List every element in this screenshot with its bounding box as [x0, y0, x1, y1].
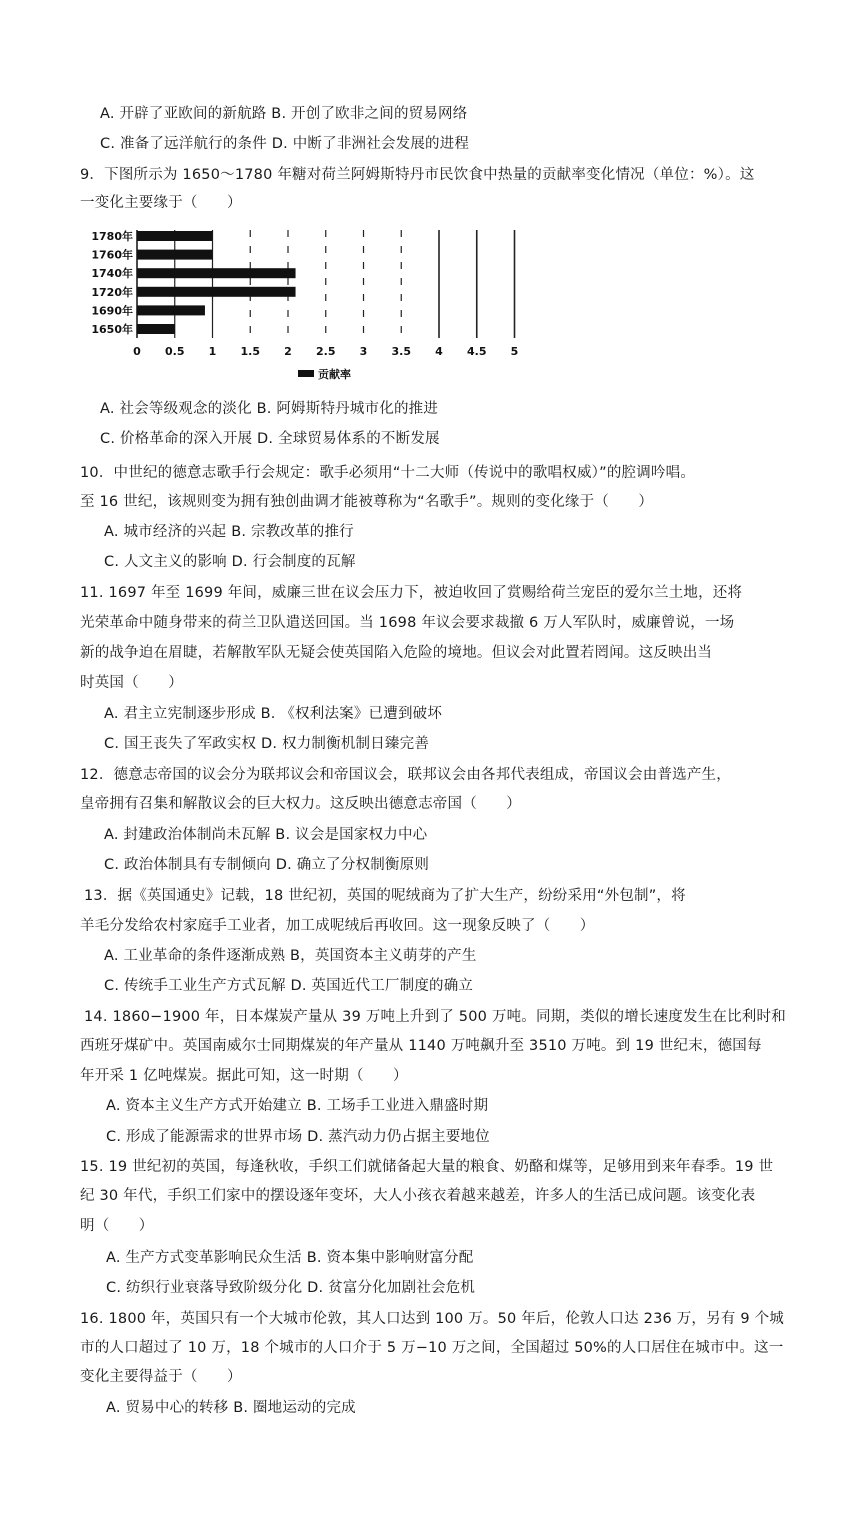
legend-label: 贡献率	[318, 368, 351, 381]
q13-stem-line-1: 13．据《英国通史》记载，18 世纪初，英国的呢绒商为了扩大生产，纷纷采用“外包制”，将	[84, 888, 686, 904]
q14-stem-line-3: 年开采 1 亿吨煤炭。据此可知，这一时期（ ）	[80, 1068, 408, 1084]
chart-grid	[137, 230, 515, 338]
x-tick-label: 3.5	[391, 345, 411, 358]
q15-option-ab: A. 生产方式变革影响民众生活 B. 资本集中影响财富分配	[106, 1250, 474, 1266]
q15-option-cd: C. 纺织行业衰落导致阶级分化 D. 贫富分化加剧社会危机	[106, 1280, 476, 1296]
q11-option-ab: A. 君主立宪制逐步形成 B. 《权利法案》已遭到破坏	[104, 706, 443, 722]
q13-option-ab: A. 工业革命的条件逐渐成熟 B，英国资本主义萌芽的产生	[104, 948, 477, 964]
q8-option-ab: A. 开辟了亚欧间的新航路 B. 开创了欧非之间的贸易网络	[100, 106, 468, 122]
q10-option-ab: A. 城市经济的兴起 B. 宗教改革的推行	[104, 524, 354, 540]
q16-option-ab: A. 贸易中心的转移 B. 圈地运动的完成	[106, 1400, 356, 1416]
category-label: 1780年	[91, 230, 133, 243]
q15-stem-line-1: 15. 19 世纪初的英国，每逢秋收，手织工们就储备起大量的粮食、奶酪和煤等，足够用到来年春季。19 世	[80, 1159, 774, 1175]
x-tick-label: 1	[208, 345, 217, 358]
q15-stem-line-2: 纪 30 年代，手织工们家中的摆设逐年变坏，大人小孩衣着越来越差，许多人的生活已成问题。该变化表	[80, 1188, 756, 1204]
q9-option-cd: C. 价格革命的深入开展 D. 全球贸易体系的不断发展	[100, 431, 440, 447]
q8-option-cd: C. 准备了远洋航行的条件 D. 中断了非洲社会发展的进程	[100, 136, 470, 152]
category-label: 1720年	[91, 285, 133, 299]
category-label: 1690年	[91, 304, 133, 318]
q16-stem-line-1: 16. 1800 年，英国只有一个大城市伦敦，其人口达到 100 万。50 年后，伦敦人口达 236 万，另有 9 个城	[80, 1311, 784, 1327]
q10-option-cd: C. 人文主义的影响 D. 行会制度的瓦解	[104, 554, 356, 570]
q13-option-cd: C. 传统手工业生产方式瓦解 D. 英国近代工厂制度的确立	[104, 978, 474, 994]
category-label: 1650年	[91, 323, 133, 336]
sugar-contribution-chart	[82, 222, 532, 384]
q10-stem-line-1: 10．中世纪的德意志歌手行会规定：歌手必须用“十二大师（传说中的歌唱权威）”的腔调吟唱。	[80, 465, 696, 481]
chart-x-tick-labels	[133, 345, 518, 358]
x-tick-label: 4.5	[467, 345, 487, 358]
x-tick-label: 3	[359, 345, 368, 358]
chart-category-labels	[91, 229, 133, 336]
chart-bars	[137, 231, 296, 334]
bar	[137, 305, 205, 315]
q14-option-ab: A. 资本主义生产方式开始建立 B. 工场手工业进入鼎盛时期	[106, 1098, 489, 1114]
x-tick-label: 1.5	[240, 345, 260, 358]
q9-option-ab: A. 社会等级观念的淡化 B. 阿姆斯特丹城市化的推进	[100, 401, 439, 417]
q10-stem-line-2: 至 16 世纪，该规则变为拥有独创曲调才能被尊称为“名歌手”。规则的变化缘于（ ）	[80, 494, 654, 510]
category-label: 1760年	[91, 248, 133, 262]
q12-option-ab: A. 封建政治体制尚未瓦解 B. 议会是国家权力中心	[104, 827, 428, 843]
category-label: 1740年	[91, 267, 133, 281]
q11-stem-line-3: 新的战争迫在眉睫，若解散军队无疑会使英国陷入危险的境地。但议会对此置若罔闻。这反映出当	[80, 645, 713, 661]
q9-stem-line-1: 9．下图所示为 1650～1780 年糖对荷兰阿姆斯特丹市民饮食中热量的贡献率变化情况（单位：%）。这	[80, 167, 755, 183]
q11-option-cd: C. 国王丧失了军政实权 D. 权力制衡机制日臻完善	[104, 736, 430, 752]
q16-stem-line-2: 市的人口超过了 10 万，18 个城市的人口介于 5 万−10 万之间，全国超过 50%的人口居住在城市中。这一	[80, 1340, 784, 1356]
bar	[137, 287, 296, 297]
q12-stem-line-2: 皇帝拥有召集和解散议会的巨大权力。这反映出德意志帝国（ ）	[80, 796, 521, 812]
q13-stem-line-2: 羊毛分发给农村家庭手工业者，加工成呢绒后再收回。这一现象反映了（ ）	[80, 918, 595, 934]
x-tick-label: 4	[435, 345, 443, 358]
q11-stem-line-2: 光荣革命中随身带来的荷兰卫队遣送回国。当 1698 年议会要求裁撤 6 万人军队时，威廉曾说，一场	[80, 615, 735, 631]
q16-stem-line-3: 变化主要得益于（ ）	[80, 1369, 242, 1385]
x-tick-label: 0	[133, 345, 141, 358]
q12-option-cd: C. 政治体制具有专制倾向 D. 确立了分权制衡原则	[104, 857, 430, 873]
bar	[137, 268, 296, 278]
q14-stem-line-2: 西班牙煤矿中。英国南威尔士同期煤炭的年产量从 1140 万吨飙升至 3510 万吨。到 19 世纪末，德国每	[80, 1038, 762, 1054]
bar	[137, 231, 213, 241]
q9-stem-line-2: 一变化主要缘于（ ）	[80, 195, 242, 211]
x-tick-label: 2.5	[316, 345, 336, 358]
chart-legend	[298, 367, 351, 381]
bar	[137, 250, 213, 260]
x-tick-label: 2	[284, 345, 292, 358]
q11-stem-line-1: 11. 1697 年至 1699 年间，威廉三世在议会压力下，被迫收回了赏赐给荷兰宠臣的爱尔兰土地，还将	[80, 585, 743, 601]
bar	[137, 324, 175, 334]
x-tick-label: 0.5	[165, 345, 185, 358]
legend-swatch	[298, 370, 314, 377]
q15-stem-line-3: 明（ ）	[80, 1218, 154, 1234]
q14-option-cd: C. 形成了能源需求的世界市场 D. 蒸汽动力仍占据主要地位	[106, 1129, 490, 1145]
q12-stem-line-1: 12．德意志帝国的议会分为联邦议会和帝国议会，联邦议会由各邦代表组成，帝国议会由普选产生，	[80, 767, 731, 783]
x-tick-label: 5	[510, 345, 519, 358]
q14-stem-line-1: 14. 1860−1900 年，日本煤炭产量从 39 万吨上升到了 500 万吨。同期，类似的增长速度发生在比利时和	[84, 1009, 786, 1025]
q11-stem-line-4: 时英国（ ）	[80, 675, 183, 691]
